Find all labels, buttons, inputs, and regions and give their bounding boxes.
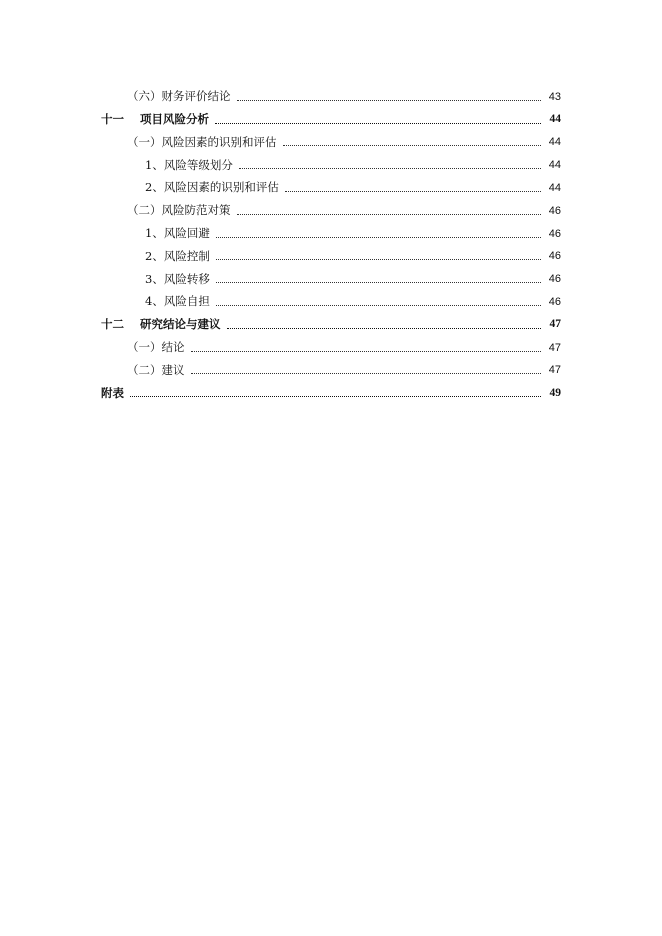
toc-entry-title: 项目风险分析 (140, 112, 209, 127)
toc-entry[interactable] (101, 262, 561, 285)
dot-leader (237, 213, 542, 215)
dot-leader (216, 258, 541, 260)
dot-leader (130, 395, 541, 397)
dot-leader (285, 190, 541, 192)
dot-leader (237, 99, 542, 101)
toc-page-number: 47 (549, 318, 561, 331)
toc-entry-label-group (145, 296, 210, 308)
dot-leader (215, 122, 541, 124)
toc-page-number: 47 (548, 364, 561, 377)
toc-entry-title: 2、风险控制 (145, 248, 210, 263)
dot-leader (191, 372, 542, 374)
toc-entry-label-group (101, 114, 209, 126)
toc-page-number: 43 (548, 90, 561, 103)
dot-leader (239, 167, 541, 169)
dot-leader (191, 350, 542, 352)
toc-page-number: 44 (548, 159, 561, 172)
dot-leader (227, 327, 542, 329)
dot-leader (216, 304, 541, 306)
toc-entry-title: （二）建议 (127, 362, 185, 377)
toc-chapter-number: 十一 (101, 112, 124, 127)
toc-entry[interactable] (101, 103, 561, 126)
toc-entry-label-group (145, 271, 210, 286)
toc-entry-title: 1、风险等级划分 (145, 157, 233, 172)
toc-entry[interactable] (101, 240, 561, 263)
toc-entry-label-group (145, 182, 279, 194)
toc-entry-label-group (145, 248, 210, 263)
toc-entry-title: 4、风险自担 (145, 294, 210, 309)
toc-entry-label-group (145, 157, 233, 172)
dot-leader (283, 144, 542, 146)
toc-entry[interactable] (101, 376, 561, 399)
toc-entry[interactable] (101, 126, 561, 149)
toc-entry[interactable] (101, 285, 561, 308)
toc-page-number: 46 (548, 227, 561, 240)
toc-entry[interactable] (101, 308, 561, 331)
toc-page-number: 44 (548, 136, 561, 149)
dot-leader (216, 281, 541, 283)
toc-entry-title: （一）风险因素的识别和评估 (127, 134, 277, 149)
toc-entry-label-group (101, 385, 124, 400)
toc-page-number: 47 (548, 341, 561, 354)
toc-entry-label-group (127, 205, 231, 217)
toc-entry-title: （二）风险防范对策 (127, 203, 231, 218)
toc-entry-title: 2、风险因素的识别和评估 (145, 180, 279, 195)
toc-entry-title: 1、风险回避 (145, 226, 210, 241)
toc-entry-title: 研究结论与建议 (140, 317, 221, 332)
toc-entry[interactable] (101, 331, 561, 354)
toc-chapter-number: 十二 (101, 317, 124, 332)
toc-entry-label-group (127, 362, 185, 377)
toc-entry-label-group (145, 228, 210, 240)
toc-page-number: 46 (548, 273, 561, 286)
toc-page-number: 46 (548, 204, 561, 217)
toc-entry[interactable] (101, 354, 561, 377)
toc-entry-label-group (127, 342, 185, 354)
toc-entry-title: （一）结论 (127, 340, 185, 355)
dot-leader (216, 236, 541, 238)
toc-entry-label-group (101, 319, 221, 331)
toc-entry[interactable] (101, 194, 561, 217)
toc-page-number: 46 (548, 295, 561, 308)
toc-entry[interactable] (101, 80, 561, 103)
toc-entry-title: （六）财务评价结论 (127, 89, 231, 104)
toc-entry-label-group (127, 134, 277, 149)
toc-entry-title: 3、风险转移 (145, 271, 210, 286)
toc-page-number: 49 (549, 386, 561, 399)
toc-page-number: 46 (548, 250, 561, 263)
toc-page-number: 44 (549, 113, 561, 126)
toc-page-number: 44 (548, 181, 561, 194)
toc-entry[interactable] (101, 171, 561, 194)
table-of-contents (101, 80, 561, 399)
toc-entry[interactable] (101, 217, 561, 240)
toc-entry-title: 附表 (101, 385, 124, 400)
toc-entry-label-group (127, 91, 231, 103)
toc-entry[interactable] (101, 148, 561, 171)
